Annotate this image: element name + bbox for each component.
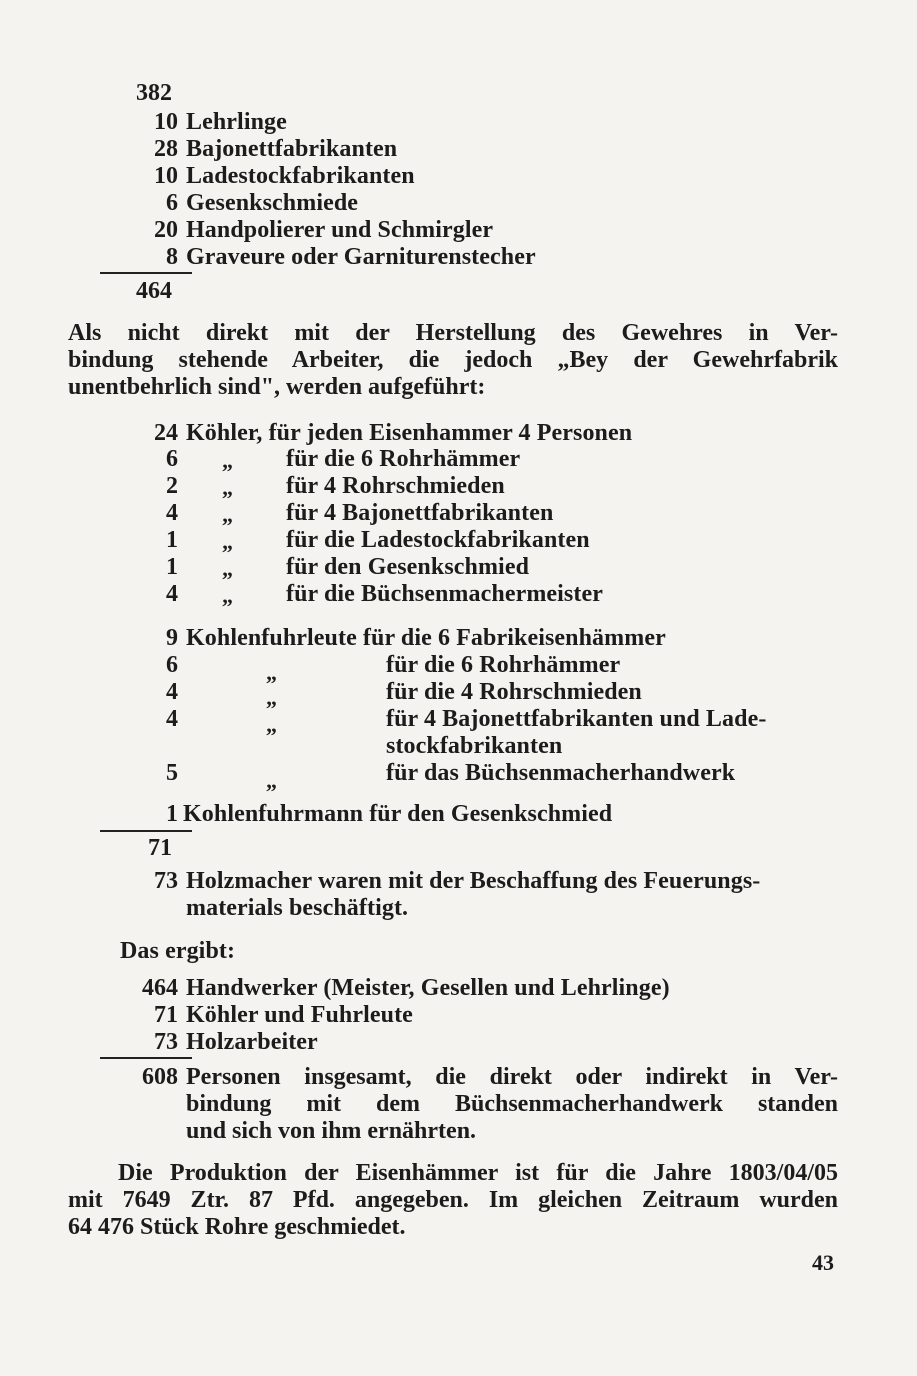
row-count: 2 xyxy=(166,473,178,499)
row-label: Kohlenfuhrmann für den Gesenkschmied xyxy=(183,801,613,827)
subtotal-count: 71 xyxy=(148,835,172,861)
row-label: für den Gesenkschmied xyxy=(286,554,530,580)
row-count: 4 xyxy=(166,581,178,607)
paragraph-line: mit 7649 Ztr. 87 Pfd. angegeben. Im gleichen Zeitraum wurden xyxy=(68,1187,838,1213)
row-label-continued: stockfabrikanten xyxy=(386,733,563,759)
summary-intro: Das ergibt: xyxy=(120,938,236,964)
row-count: 1 xyxy=(166,554,178,580)
row-count: 24 xyxy=(154,420,178,446)
row-count: 4 xyxy=(166,500,178,526)
row-count: 10 xyxy=(154,163,178,189)
production-paragraph xyxy=(68,1160,838,1241)
row-label: Köhler, für jeden Eisenhammer 4 Personen xyxy=(186,420,633,446)
row-count: 6 xyxy=(166,446,178,472)
paragraph-line: und sich von ihm ernährten. xyxy=(186,1118,477,1144)
ditto-mark: „ xyxy=(266,685,277,710)
row-count: 71 xyxy=(154,1002,178,1028)
paragraph-line: Personen insgesamt, die direkt oder indirekt in Ver- xyxy=(186,1064,838,1090)
row-label: für 4 Bajonettfabrikanten xyxy=(286,500,554,526)
paragraph-line: bindung stehende Arbeiter, die jedoch „Bey der Gewehrfabrik xyxy=(68,347,838,373)
row-label-continued: materials beschäftigt. xyxy=(186,895,409,921)
row-label: Köhler und Fuhrleute xyxy=(186,1002,413,1028)
paragraph-line: unentbehrlich sind", werden aufgeführt: xyxy=(68,374,486,400)
row-label: Holzarbeiter xyxy=(186,1029,318,1055)
grand-total-text xyxy=(186,1064,838,1145)
row-count: 1 xyxy=(166,527,178,553)
row-count: 8 xyxy=(166,244,178,270)
row-count: 4 xyxy=(166,679,178,705)
grand-total-count: 608 xyxy=(142,1064,178,1090)
row-count: 1 xyxy=(166,801,178,827)
sum-rule xyxy=(100,830,192,832)
ditto-mark: „ xyxy=(222,583,233,608)
row-label: für die Ladestockfabrikanten xyxy=(286,527,590,553)
row-label: für die 6 Rohrhämmer xyxy=(286,446,521,472)
row-count: 5 xyxy=(166,760,178,786)
paragraph-line: bindung mit dem Büchsenmacherhandwerk standen xyxy=(186,1091,838,1117)
row-label: für die Büchsenmachermeister xyxy=(286,581,603,607)
row-count: 4 xyxy=(166,706,178,732)
subtotal-count: 464 xyxy=(136,278,172,304)
carry-over-count: 382 xyxy=(136,80,172,106)
row-count: 6 xyxy=(166,652,178,678)
row-count: 73 xyxy=(154,1029,178,1055)
paragraph-line: Die Produktion der Eisenhämmer ist für die Jahre 1803/04/05 xyxy=(118,1160,838,1186)
row-count: 10 xyxy=(154,109,178,135)
row-count: 9 xyxy=(166,625,178,651)
sum-rule xyxy=(100,1057,192,1059)
intro-paragraph xyxy=(68,320,838,401)
row-label: Holzmacher waren mit der Beschaffung des Feuerungs- xyxy=(186,868,761,894)
row-label: Ladestockfabrikanten xyxy=(186,163,415,189)
row-label: Handwerker (Meister, Gesellen und Lehrlinge) xyxy=(186,975,670,1001)
row-label: für 4 Bajonettfabrikanten und Lade- xyxy=(386,706,767,732)
row-label: Lehrlinge xyxy=(186,109,287,135)
ditto-mark: „ xyxy=(266,660,277,685)
row-count: 73 xyxy=(154,868,178,894)
ditto-mark: „ xyxy=(222,448,233,473)
paragraph-line: Als nicht direkt mit der Herstellung des Gewehres in Ver- xyxy=(68,320,838,346)
row-label: Bajonettfabrikanten xyxy=(186,136,398,162)
row-label: Kohlenfuhrleute für die 6 Fabrikeisenhämmer xyxy=(186,625,666,651)
ditto-mark: „ xyxy=(222,556,233,581)
row-label: Gesenkschmiede xyxy=(186,190,359,216)
ditto-mark: „ xyxy=(222,502,233,527)
row-count: 20 xyxy=(154,217,178,243)
page-number: 43 xyxy=(812,1250,834,1275)
row-label: Handpolierer und Schmirgler xyxy=(186,217,494,243)
ditto-mark: „ xyxy=(222,475,233,500)
ditto-mark: „ xyxy=(266,768,277,793)
row-label: für die 6 Rohrhämmer xyxy=(386,652,621,678)
row-label: für die 4 Rohrschmieden xyxy=(386,679,642,705)
row-label: für 4 Rohrschmieden xyxy=(286,473,505,499)
row-count: 464 xyxy=(142,975,178,1001)
row-label: Graveure oder Garniturenstecher xyxy=(186,244,536,270)
row-count: 6 xyxy=(166,190,178,216)
ditto-mark: „ xyxy=(222,529,233,554)
row-label: für das Büchsenmacherhandwerk xyxy=(386,760,736,786)
sum-rule xyxy=(100,272,192,274)
ditto-mark: „ xyxy=(266,712,277,737)
paragraph-line: 64 476 Stück Rohre geschmiedet. xyxy=(68,1214,406,1240)
row-count: 28 xyxy=(154,136,178,162)
